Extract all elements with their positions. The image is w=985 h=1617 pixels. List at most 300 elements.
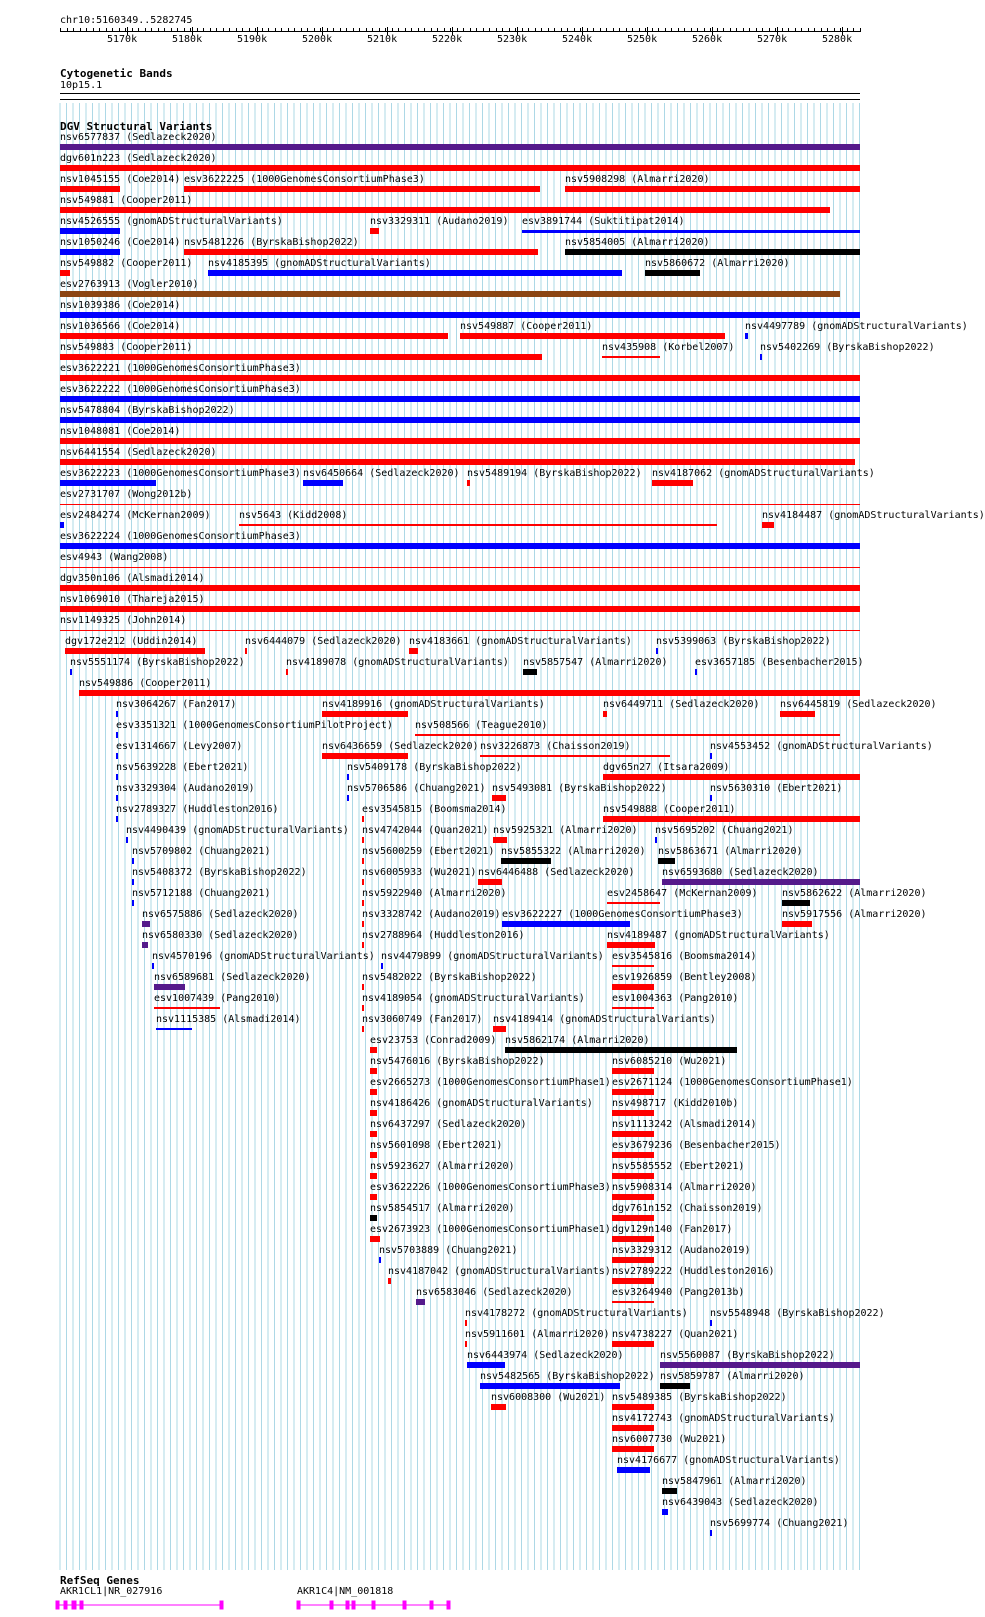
feature-label: nsv3328742 (Audano2019) [362,909,501,920]
ruler-minor-tick [502,28,503,32]
feature-bar[interactable] [612,1131,654,1137]
ruler-minor-tick [593,28,594,32]
feature-bar[interactable] [603,816,860,822]
feature-bar[interactable] [60,354,542,360]
feature-bar[interactable] [612,1257,654,1263]
feature-label: esv3622227 (1000GenomesConsortiumPhase3) [502,909,743,920]
ruler-tick-label: 5200k [302,34,333,45]
feature-label: nsv5551174 (ByrskaBishop2022) [70,657,245,668]
feature-bar[interactable] [710,1530,712,1536]
feature-label: esv2458647 (McKernan2009) [607,888,758,899]
feature-bar[interactable] [710,753,712,759]
feature-bar[interactable] [612,1173,654,1179]
feature-bar[interactable] [379,1257,381,1263]
feature-label: nsv4738227 (Quan2021) [612,1329,739,1340]
feature-bar[interactable] [655,837,657,843]
feature-label: esv2731707 (Wong2012b) [60,489,193,500]
ruler-minor-tick [80,28,81,32]
feature-label: nsv5408372 (ByrskaBishop2022) [132,867,307,878]
feature-label: dgv761n152 (Chaisson2019) [612,1203,763,1214]
feature-bar[interactable] [116,711,118,717]
ruler-minor-tick [301,28,302,32]
ruler-minor-tick [671,28,672,32]
feature-bar[interactable] [565,186,860,192]
feature-bar[interactable] [612,984,654,990]
feature-bar[interactable] [662,1488,677,1494]
feature-label: dgv601n223 (Sedlazeck2020) [60,153,217,164]
feature-label: nsv4490439 (gnomADStructuralVariants) [126,825,349,836]
feature-bar[interactable] [612,1404,654,1410]
feature-bar[interactable] [152,963,154,969]
ruler-minor-tick [73,28,74,32]
feature-bar[interactable] [492,795,506,801]
ruler-minor-tick [158,28,159,32]
ruler-minor-tick [262,28,263,32]
feature-label: nsv6444079 (Sedlazeck2020) [245,636,402,647]
feature-label: nsv5548948 (ByrskaBishop2022) [710,1308,885,1319]
feature-bar[interactable] [612,1068,654,1074]
feature-bar[interactable] [656,648,658,654]
ruler-minor-tick [684,28,685,32]
feature-label: esv2665273 (1000GenomesConsortiumPhase1) [370,1077,611,1088]
ruler-minor-tick [743,28,744,32]
feature-bar[interactable] [612,1425,654,1431]
feature-label: nsv5860672 (Almarri2020) [645,258,790,269]
feature-bar[interactable] [322,711,408,717]
feature-bar[interactable] [60,270,70,276]
feature-label: nsv4172743 (gnomADStructuralVariants) [612,1413,835,1424]
feature-bar[interactable] [505,1047,737,1053]
feature-label: nsv5706586 (Chuang2021) [347,783,486,794]
ruler-minor-tick [756,28,757,32]
ruler-minor-tick [333,28,334,32]
feature-bar[interactable] [465,1341,467,1347]
feature-label: nsv5863671 (Almarri2020) [658,846,803,857]
feature-label: esv3545815 (Boomsma2014) [362,804,507,815]
feature-bar[interactable] [465,1320,467,1326]
feature-bar[interactable] [695,669,697,675]
ruler-minor-tick [398,28,399,32]
ruler-minor-tick [853,28,854,32]
feature-label: nsv1045155 (Coe2014) [60,174,181,185]
feature-label: nsv5911601 (Almarri2020) [465,1329,610,1340]
ruler-minor-tick [444,28,445,32]
feature-label: nsv5639228 (Ebert2021) [116,762,249,773]
ruler-minor-tick [288,28,289,32]
feature-bar[interactable] [662,879,860,885]
feature-bar[interactable] [60,504,860,505]
feature-bar[interactable] [612,1007,654,1009]
feature-bar[interactable] [612,1215,654,1221]
feature-label: nsv6593680 (Sedlazeck2020) [662,867,819,878]
ruler-minor-tick [229,28,230,32]
feature-bar[interactable] [370,1236,380,1242]
feature-label: nsv549888 (Cooper2011) [603,804,736,815]
feature-bar[interactable] [362,879,364,885]
ruler-tick-label: 5280k [822,34,853,45]
feature-bar[interactable] [603,774,860,780]
feature-bar[interactable] [370,1110,377,1116]
feature-bar[interactable] [362,1005,364,1011]
feature-label: esv3622224 (1000GenomesConsortiumPhase3) [60,531,301,542]
feature-bar[interactable] [762,522,774,528]
feature-bar[interactable] [303,480,343,486]
feature-bar[interactable] [467,480,470,486]
feature-label: nsv3060749 (Fan2017) [362,1014,483,1025]
ruler-minor-tick [151,28,152,32]
ruler-minor-tick [626,28,627,32]
feature-label: dgv172e212 (Uddin2014) [65,636,198,647]
feature-bar[interactable] [362,900,364,906]
feature-bar[interactable] [362,858,364,864]
feature-label: esv3622221 (1000GenomesConsortiumPhase3) [60,363,301,374]
ruler-minor-tick [782,28,783,32]
feature-bar[interactable] [612,1089,654,1095]
ruler-minor-tick [359,28,360,32]
ruler-minor-tick [320,28,321,32]
feature-label: nsv5847961 (Almarri2020) [662,1476,807,1487]
feature-bar[interactable] [370,1047,377,1053]
feature-label: nsv3329304 (Audano2019) [116,783,255,794]
ruler-minor-tick [405,28,406,32]
feature-bar[interactable] [415,734,840,736]
ruler-tick-label: 5270k [757,34,788,45]
feature-label: nsv6005933 (Wu2021) [362,867,477,878]
ruler-minor-tick [736,28,737,32]
ruler-minor-tick [665,28,666,32]
ruler-minor-tick [769,28,770,32]
ruler-minor-tick [821,28,822,32]
feature-bar[interactable] [70,669,72,675]
feature-bar[interactable] [60,144,860,150]
feature-bar[interactable] [362,984,364,990]
ruler-minor-tick [164,28,165,32]
feature-label: nsv5402269 (ByrskaBishop2022) [760,342,935,353]
feature-bar[interactable] [362,1026,364,1032]
cytogenetic-bands-track-title: Cytogenetic Bands [60,67,173,80]
track-separator [60,99,860,100]
feature-bar[interactable] [60,438,860,444]
ruler-minor-tick [86,28,87,32]
feature-bar[interactable] [60,567,860,568]
feature-label: nsv6580330 (Sedlazeck2020) [142,930,299,941]
feature-bar[interactable] [60,480,156,486]
feature-bar[interactable] [370,1194,377,1200]
feature-bar[interactable] [116,774,118,780]
feature-label: nsv6446488 (Sedlazeck2020) [478,867,635,878]
ruler-minor-tick [632,28,633,32]
feature-bar[interactable] [60,606,860,612]
ruler-minor-tick [216,28,217,32]
feature-label: nsv5409178 (ByrskaBishop2022) [347,762,522,773]
refseq-gene-models[interactable] [0,1597,890,1613]
ruler-minor-tick [535,28,536,32]
ruler-minor-tick [294,28,295,32]
feature-bar[interactable] [60,459,855,465]
ruler-minor-tick [587,28,588,32]
feature-label: dgv129n140 (Fan2017) [612,1224,733,1235]
feature-label: nsv3226873 (Chaisson2019) [480,741,631,752]
feature-label: nsv4553452 (gnomADStructuralVariants) [710,741,933,752]
feature-bar[interactable] [480,1383,620,1389]
feature-bar[interactable] [362,837,364,843]
feature-label: nsv1036566 (Coe2014) [60,321,181,332]
feature-bar[interactable] [658,858,675,864]
feature-label: nsv498717 (Kidd2010b) [612,1098,739,1109]
ruler-tick-label: 5240k [562,34,593,45]
feature-bar[interactable] [660,1362,860,1368]
feature-label: nsv5917556 (Almarri2020) [782,909,927,920]
ruler-minor-tick [860,28,861,32]
ruler-minor-tick [515,28,516,32]
feature-bar[interactable] [416,1299,425,1305]
feature-bar[interactable] [208,270,622,276]
feature-bar[interactable] [154,1007,220,1009]
ruler-minor-tick [171,28,172,32]
feature-label: nsv6441554 (Sedlazeck2020) [60,447,217,458]
feature-label: nsv508566 (Teague2010) [415,720,548,731]
feature-bar[interactable] [60,522,64,528]
ruler-minor-tick [574,28,575,32]
feature-label: nsv4189916 (gnomADStructuralVariants) [322,699,545,710]
feature-bar[interactable] [286,669,288,675]
feature-bar[interactable] [480,755,670,757]
feature-label: nsv5630310 (Ebert2021) [710,783,843,794]
ruler-minor-tick [99,28,100,32]
feature-bar[interactable] [116,732,118,738]
feature-bar[interactable] [126,837,128,843]
ruler-minor-tick [268,28,269,32]
feature-bar[interactable] [645,270,700,276]
feature-bar[interactable] [612,1236,654,1242]
ruler-minor-tick [801,28,802,32]
feature-label: nsv2788964 (Huddleston2016) [362,930,525,941]
feature-bar[interactable] [245,648,247,654]
feature-bar[interactable] [502,921,630,927]
ruler-minor-tick [184,28,185,32]
feature-bar[interactable] [522,230,860,233]
feature-bar[interactable] [652,480,693,486]
feature-bar[interactable] [370,1068,377,1074]
feature-bar[interactable] [239,524,717,526]
feature-bar[interactable] [612,1194,654,1200]
feature-bar[interactable] [116,795,118,801]
ruler-minor-tick [561,28,562,32]
feature-bar[interactable] [501,858,551,864]
feature-label: nsv549886 (Cooper2011) [79,678,212,689]
feature-bar[interactable] [60,585,860,591]
feature-bar[interactable] [607,942,655,948]
ruler-minor-tick [249,28,250,32]
ruler-minor-tick [600,28,601,32]
feature-bar[interactable] [710,795,712,801]
ruler-minor-tick [242,28,243,32]
feature-bar[interactable] [745,333,748,339]
feature-bar[interactable] [370,1173,377,1179]
feature-bar[interactable] [467,1362,505,1368]
feature-label: nsv4176677 (gnomADStructuralVariants) [617,1455,840,1466]
feature-label: esv4943 (Wang2008) [60,552,169,563]
feature-bar[interactable] [60,543,860,549]
feature-bar[interactable] [612,1446,654,1452]
feature-bar[interactable] [612,1278,654,1284]
feature-bar[interactable] [602,356,660,358]
ruler-axis [60,31,860,32]
feature-bar[interactable] [617,1467,650,1473]
feature-bar[interactable] [132,900,134,906]
feature-bar[interactable] [370,1089,377,1095]
ruler-minor-tick [346,28,347,32]
feature-label: nsv4479899 (gnomADStructuralVariants) [381,951,604,962]
feature-label: esv2673923 (1000GenomesConsortiumPhase1) [370,1224,611,1235]
feature-label: nsv5925321 (Almarri2020) [493,825,638,836]
feature-bar[interactable] [603,711,607,717]
feature-bar[interactable] [460,333,725,339]
feature-bar[interactable] [388,1278,391,1284]
feature-bar[interactable] [565,249,860,255]
feature-label: nsv5855322 (Almarri2020) [501,846,646,857]
feature-label: esv3351321 (1000GenomesConsortiumPilotProject) [116,720,393,731]
feature-label: nsv4497789 (gnomADStructuralVariants) [745,321,968,332]
feature-bar[interactable] [60,165,860,171]
feature-label: nsv5857547 (Almarri2020) [523,657,668,668]
feature-bar[interactable] [662,1509,668,1515]
feature-bar[interactable] [381,963,383,969]
feature-bar[interactable] [60,228,120,234]
ruler-tick-label: 5210k [367,34,398,45]
feature-bar[interactable] [370,1215,377,1221]
feature-bar[interactable] [612,1110,654,1116]
feature-bar[interactable] [60,630,860,631]
feature-bar[interactable] [612,1301,654,1303]
feature-label: esv3657185 (Besenbacher2015) [695,657,864,668]
feature-bar[interactable] [347,774,349,780]
feature-bar[interactable] [362,816,364,822]
feature-bar[interactable] [60,375,860,381]
feature-bar[interactable] [60,396,860,402]
feature-bar[interactable] [409,648,418,654]
feature-bar[interactable] [612,1152,654,1158]
feature-label: esv3264940 (Pang2013b) [612,1287,745,1298]
ruler-minor-tick [470,28,471,32]
feature-bar[interactable] [710,1320,712,1326]
feature-label: nsv5560087 (ByrskaBishop2022) [660,1350,835,1361]
feature-bar[interactable] [79,690,860,696]
ruler-minor-tick [619,28,620,32]
feature-label: nsv4189078 (gnomADStructuralVariants) [286,657,509,668]
feature-bar[interactable] [65,648,205,654]
feature-label: nsv2789327 (Huddleston2016) [116,804,279,815]
feature-label: esv2484274 (McKernan2009) [60,510,211,521]
feature-bar[interactable] [60,249,120,255]
feature-label: esv3622222 (1000GenomesConsortiumPhase3) [60,384,301,395]
feature-label: nsv5643 (Kidd2008) [239,510,348,521]
feature-bar[interactable] [156,1028,192,1030]
feature-label: nsv2789222 (Huddleston2016) [612,1266,775,1277]
feature-bar[interactable] [782,900,810,906]
ruler-minor-tick [60,28,61,32]
feature-bar[interactable] [362,942,364,948]
feature-label: nsv4570196 (gnomADStructuralVariants) [152,951,375,962]
ruler-minor-tick [431,28,432,32]
ruler-minor-tick [145,28,146,32]
feature-bar[interactable] [322,753,408,759]
feature-bar[interactable] [347,795,349,801]
ruler-minor-tick [710,28,711,32]
feature-bar[interactable] [60,207,830,213]
feature-label: esv1004363 (Pang2010) [612,993,739,1004]
ruler-minor-tick [379,28,380,32]
ruler-minor-tick [554,28,555,32]
feature-bar[interactable] [780,711,815,717]
feature-bar[interactable] [154,984,185,990]
feature-bar[interactable] [523,669,537,675]
feature-label: nsv5699774 (Chuang2021) [710,1518,849,1529]
ruler-minor-tick [392,28,393,32]
feature-bar[interactable] [60,417,860,423]
feature-bar[interactable] [116,816,118,822]
ruler-minor-tick [827,28,828,32]
ruler-minor-tick [197,28,198,32]
feature-bar[interactable] [362,921,364,927]
feature-bar[interactable] [612,965,654,967]
ruler[interactable] [0,27,890,47]
feature-bar[interactable] [370,1152,377,1158]
feature-bar[interactable] [60,333,448,339]
ruler-minor-tick [203,28,204,32]
feature-bar[interactable] [132,879,134,885]
feature-bar[interactable] [142,921,150,927]
feature-bar[interactable] [493,1026,506,1032]
feature-bar[interactable] [60,312,860,318]
ruler-minor-tick [723,28,724,32]
feature-label: nsv5862622 (Almarri2020) [782,888,927,899]
feature-bar[interactable] [184,249,538,255]
feature-bar[interactable] [478,879,502,885]
ruler-minor-tick [457,28,458,32]
feature-label: nsv4185395 (gnomADStructuralVariants) [208,258,431,269]
feature-bar[interactable] [370,228,379,234]
feature-bar[interactable] [660,1383,690,1389]
feature-bar[interactable] [612,1341,654,1347]
feature-label: nsv5712188 (Chuang2021) [132,888,271,899]
feature-bar[interactable] [60,291,840,297]
feature-bar[interactable] [184,186,540,192]
feature-bar[interactable] [60,186,120,192]
feature-label: nsv435908 (Korbel2007) [602,342,735,353]
feature-bar[interactable] [132,858,134,864]
feature-label: nsv4184487 (gnomADStructuralVariants) [762,510,985,521]
feature-label: esv3891744 (Suktitipat2014) [522,216,685,227]
feature-bar[interactable] [370,1131,377,1137]
feature-label: nsv5703889 (Chuang2021) [379,1245,518,1256]
ruler-minor-tick [132,28,133,32]
feature-bar[interactable] [782,921,812,927]
feature-label: nsv4189054 (gnomADStructuralVariants) [362,993,585,1004]
feature-bar[interactable] [607,902,660,904]
feature-label: nsv4187042 (gnomADStructuralVariants) [388,1266,611,1277]
cytoband-bar[interactable] [60,93,860,94]
ruler-minor-tick [606,28,607,32]
ruler-minor-tick [496,28,497,32]
feature-bar[interactable] [493,837,507,843]
feature-label: nsv5399063 (ByrskaBishop2022) [656,636,831,647]
feature-bar[interactable] [142,942,148,948]
ruler-minor-tick [730,28,731,32]
feature-bar[interactable] [760,354,762,360]
feature-bar[interactable] [116,753,118,759]
feature-bar[interactable] [491,1404,506,1410]
